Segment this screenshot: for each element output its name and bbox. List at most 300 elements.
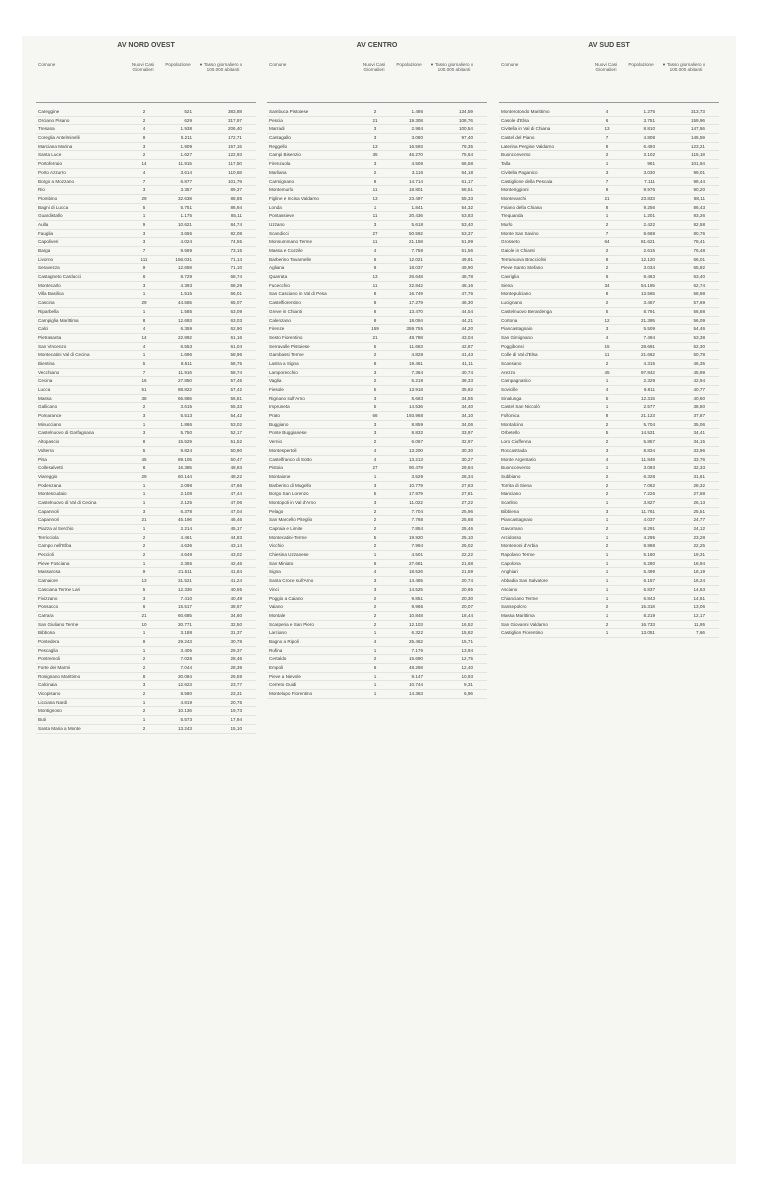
cell-popolazione: 16.749 — [408, 291, 423, 297]
cell-tasso: 48,78 — [461, 274, 473, 280]
cell-tasso: 64,18 — [461, 169, 473, 175]
table-row — [36, 542, 256, 551]
cell-tasso: 37,87 — [693, 413, 705, 419]
header-popolazione[interactable]: Popolazione — [628, 62, 654, 67]
cell-popolazione: 7.854 — [411, 526, 423, 531]
sort-descending-icon[interactable]: ▼ — [662, 62, 666, 67]
header-tasso[interactable]: Tasso giornaliero x 100.000 abitanti — [203, 62, 243, 73]
table-row — [499, 238, 719, 247]
cell-nuovi-casi: 5 — [373, 387, 377, 392]
cell-popolazione: 4.828 — [411, 352, 423, 358]
cell-popolazione: 9.256 — [643, 204, 655, 210]
cell-nuovi-casi: 4 — [605, 456, 609, 462]
cell-tasso: 53,38 — [693, 334, 705, 340]
cell-comune: Grosseto — [501, 239, 520, 245]
cell-comune: Prato — [269, 413, 280, 419]
cell-popolazione: 2.214 — [180, 526, 192, 531]
table-row — [267, 282, 487, 291]
cell-popolazione: 3.030 — [643, 169, 655, 175]
cell-tasso: 35,06 — [693, 421, 705, 427]
table-row — [499, 282, 719, 291]
cell-nuovi-casi: 2 — [142, 708, 146, 714]
table-row — [499, 290, 719, 299]
cell-popolazione: 1.201 — [643, 213, 655, 219]
cell-tasso: 41,24 — [230, 578, 242, 584]
table-row — [499, 325, 719, 334]
cell-comune: Volterra — [38, 447, 54, 453]
cell-nuovi-casi: 2 — [605, 482, 609, 488]
table-row — [36, 325, 256, 334]
cell-tasso: 88,85 — [230, 195, 242, 201]
cell-comune: Marradi — [269, 126, 285, 132]
cell-popolazione: 3.615 — [180, 404, 192, 410]
cell-nuovi-casi: 13 — [604, 126, 610, 132]
cell-comune: Montale — [269, 612, 286, 618]
cell-nuovi-casi: 9 — [142, 221, 146, 227]
cell-nuovi-casi: 12 — [604, 317, 610, 323]
cell-nuovi-casi: 2 — [605, 248, 609, 253]
cell-comune: Scarperia e San Piero — [269, 621, 314, 627]
cell-popolazione: 18.526 — [408, 569, 423, 575]
cell-comune: Impruneta — [269, 404, 290, 410]
cell-popolazione: 15.529 — [177, 439, 192, 445]
table-row — [267, 438, 487, 447]
cell-popolazione: 2.422 — [643, 221, 655, 227]
cell-popolazione: 7.994 — [411, 543, 423, 549]
cell-popolazione: 3.827 — [643, 499, 655, 505]
cell-tasso: 34,10 — [461, 413, 473, 419]
cell-tasso: 27,81 — [461, 491, 473, 497]
table-row — [267, 143, 487, 152]
cell-popolazione: 981 — [647, 161, 655, 167]
cell-nuovi-casi: 2 — [142, 534, 146, 540]
table-row — [36, 716, 256, 725]
cell-nuovi-casi: 1 — [373, 647, 377, 653]
cell-comune: Castel del Piano — [501, 135, 535, 141]
header-nuovi-casi[interactable]: Nuovi Casi Giornalieri — [362, 62, 386, 73]
cell-popolazione: 14.525 — [408, 586, 423, 592]
cell-comune: Bibbiena — [501, 508, 519, 514]
cell-comune: Castelfranco di Sotto — [269, 456, 312, 462]
cell-tasso: 9,31 — [464, 682, 473, 688]
cell-popolazione: 5.513 — [180, 413, 192, 419]
cell-popolazione: 1.275 — [643, 109, 655, 114]
cell-nuovi-casi: 3 — [605, 508, 609, 514]
cell-nuovi-casi: 2 — [373, 656, 377, 662]
table-row — [267, 212, 487, 221]
cell-comune: Gaiole in Chianti — [501, 248, 535, 253]
cell-tasso: 116,18 — [691, 152, 705, 158]
cell-nuovi-casi: 11 — [372, 282, 378, 288]
cell-comune: Buggiano — [269, 421, 289, 427]
cell-tasso: 20,30 — [461, 595, 473, 601]
cell-tasso: 6,96 — [464, 691, 473, 697]
cell-nuovi-casi: 45 — [604, 369, 610, 375]
cell-comune: Certaldo — [269, 656, 287, 662]
cell-nuovi-casi: 7 — [142, 369, 146, 375]
table-row — [499, 143, 719, 152]
table-row — [36, 508, 256, 517]
cell-popolazione: 629 — [184, 117, 192, 123]
cell-popolazione: 21.511 — [178, 569, 192, 575]
cell-comune: Viareggio — [38, 473, 58, 479]
cell-tasso: 51,99 — [461, 239, 473, 245]
cell-tasso: 122,93 — [227, 152, 242, 158]
cell-popolazione: 12.021 — [408, 256, 423, 262]
cell-comune: Capannoli — [38, 508, 59, 514]
cell-comune: San Gimignano — [501, 334, 533, 340]
cell-popolazione: 5.618 — [411, 221, 423, 227]
cell-comune: Pontedera — [38, 638, 60, 644]
cell-popolazione: 8.580 — [180, 691, 192, 697]
cell-nuovi-casi: 29 — [141, 473, 147, 479]
cell-popolazione: 16.385 — [177, 465, 192, 471]
cell-comune: Quarrata — [269, 274, 288, 280]
table-row — [499, 568, 719, 577]
cell-popolazione: 16.593 — [408, 143, 423, 149]
cell-nuovi-casi: 6 — [373, 308, 377, 314]
table-row — [267, 447, 487, 456]
cell-comune: Signa — [269, 569, 281, 575]
cell-popolazione: 1.938 — [180, 126, 192, 132]
cell-comune: Marciana Marina — [38, 143, 73, 149]
cell-nuovi-casi: 1 — [605, 595, 609, 601]
cell-nuovi-casi: 15 — [604, 343, 610, 349]
table-row — [267, 456, 487, 465]
cell-nuovi-casi: 2 — [373, 109, 377, 114]
table-row — [267, 334, 487, 343]
cell-comune: Vicopisano — [38, 691, 61, 697]
cell-tasso: 45,17 — [230, 526, 242, 531]
cell-tasso: 24,12 — [693, 526, 705, 531]
cell-nuovi-casi: 13 — [372, 143, 378, 149]
table-row — [36, 629, 256, 638]
cell-popolazione: 11.663 — [409, 343, 423, 349]
cell-nuovi-casi: 1 — [142, 491, 146, 497]
cell-tasso: 117,50 — [228, 161, 242, 167]
cell-tasso: 58,74 — [230, 369, 242, 375]
cell-tasso: 74,55 — [230, 239, 242, 245]
cell-tasso: 57,42 — [230, 387, 242, 392]
table-row — [267, 290, 487, 299]
cell-tasso: 71,10 — [230, 265, 242, 271]
cell-popolazione: 19.461 — [408, 360, 423, 366]
cell-comune: Piazza al Serchio — [38, 526, 74, 531]
table-row — [499, 317, 719, 326]
cell-tasso: 30,27 — [461, 456, 473, 462]
table-row — [267, 256, 487, 265]
header-popolazione[interactable]: Popolazione — [165, 62, 191, 67]
table-header — [36, 62, 256, 103]
cell-comune: Foiano della Chiana — [501, 204, 542, 210]
cell-tasso: 47,44 — [230, 491, 242, 497]
cell-popolazione: 50.592 — [408, 230, 423, 236]
cell-popolazione: 3.751 — [643, 117, 655, 123]
cell-comune: Pontremoli — [38, 656, 60, 662]
cell-tasso: 63,40 — [693, 274, 705, 280]
cell-popolazione: 13.243 — [177, 725, 192, 731]
cell-tasso: 53,83 — [461, 213, 473, 219]
table-row — [267, 603, 487, 612]
cell-tasso: 44,21 — [461, 317, 473, 323]
cell-nuovi-casi: 1 — [142, 717, 146, 723]
table-row — [36, 395, 256, 404]
cell-comune: Montecatini Val di Cecina — [38, 352, 90, 358]
cell-comune: Empoli — [269, 665, 284, 670]
cell-popolazione: 1.515 — [180, 291, 192, 297]
table-row — [267, 151, 487, 160]
cell-comune: Peccioli — [38, 552, 54, 558]
cell-tasso: 145,59 — [690, 135, 705, 141]
cell-tasso: 63,09 — [230, 308, 242, 314]
table-row — [499, 273, 719, 282]
cell-comune: Carmignano — [269, 178, 295, 184]
cell-tasso: 58,98 — [693, 291, 705, 297]
cell-comune: Serravalle Pistoiese — [269, 343, 310, 349]
cell-comune: Pieve a Nievole — [269, 673, 301, 679]
table-row — [499, 343, 719, 352]
table-row — [36, 360, 256, 369]
cell-tasso: 82,08 — [230, 230, 242, 236]
cell-tasso: 42,94 — [693, 378, 705, 384]
cell-popolazione: 18.801 — [408, 187, 423, 193]
cell-popolazione: 2.615 — [643, 248, 655, 253]
header-comune[interactable]: Comune — [38, 62, 56, 67]
cell-tasso: 65,92 — [693, 265, 705, 271]
cell-comune: Torrita di Siena — [501, 482, 532, 488]
cell-nuovi-casi: 7 — [142, 178, 146, 184]
table-row — [267, 473, 487, 482]
cell-nuovi-casi: 2 — [373, 378, 377, 384]
cell-comune: Bagno a Ripoli — [269, 638, 299, 644]
table-row — [36, 499, 256, 508]
table-row — [267, 403, 487, 412]
cell-comune: Cortona — [501, 317, 518, 323]
cell-nuovi-casi: 4 — [142, 126, 146, 132]
cell-popolazione: 193.968 — [406, 413, 423, 419]
cell-comune: Vinci — [269, 586, 279, 592]
cell-popolazione: 6.553 — [180, 343, 192, 349]
cell-tasso: 18,19 — [693, 569, 705, 575]
cell-tasso: 25,68 — [461, 517, 473, 523]
cell-popolazione: 23.497 — [408, 195, 423, 201]
cell-tasso: 14,63 — [693, 586, 705, 592]
header-tasso[interactable]: Tasso giornaliero x 100.000 abitanti — [666, 62, 706, 73]
cell-tasso: 25,02 — [461, 543, 473, 549]
cell-tasso: 49,90 — [461, 265, 473, 271]
header-tasso[interactable]: Tasso giornaliero x 100.000 abitanti — [434, 62, 474, 73]
cell-popolazione: 9.147 — [411, 673, 423, 679]
table-row — [36, 673, 256, 682]
cell-tasso: 30,78 — [230, 638, 242, 644]
cell-tasso: 46,35 — [693, 360, 705, 366]
cell-popolazione: 13.470 — [408, 308, 423, 314]
cell-popolazione: 9.811 — [643, 387, 655, 392]
cell-tasso: 101,79 — [227, 178, 242, 184]
cell-popolazione: 21.662 — [640, 352, 655, 358]
cell-comune: Sesto Fiorentino — [269, 334, 303, 340]
cell-popolazione: 3.405 — [180, 647, 192, 653]
cell-popolazione: 81.621 — [640, 239, 655, 245]
cell-tasso: 18,94 — [693, 560, 705, 566]
table-row — [499, 525, 719, 534]
cell-tasso: 68,29 — [230, 282, 242, 288]
cell-popolazione: 1.886 — [180, 421, 192, 427]
table-row — [499, 456, 719, 465]
cell-popolazione: 7.704 — [411, 508, 423, 514]
cell-tasso: 33,96 — [693, 447, 705, 453]
cell-tasso: 50,90 — [230, 447, 242, 453]
cell-comune: Civitella Paganico — [501, 169, 538, 175]
cell-comune: Altopascio — [38, 439, 60, 445]
cell-nuovi-casi: 4 — [373, 569, 377, 575]
table-row — [36, 134, 256, 143]
cell-popolazione: 7.364 — [411, 369, 423, 375]
cell-nuovi-casi: 9 — [373, 265, 377, 271]
cell-nuovi-casi: 2 — [605, 265, 609, 271]
cell-nuovi-casi: 5 — [373, 343, 377, 349]
table-row — [267, 134, 487, 143]
table-row — [36, 195, 256, 204]
header-popolazione[interactable]: Popolazione — [396, 62, 422, 67]
cell-nuovi-casi: 6 — [605, 274, 609, 280]
cell-nuovi-casi: 3 — [373, 586, 377, 592]
cell-tasso: 66,01 — [693, 256, 705, 262]
cell-tasso: 57,69 — [693, 300, 705, 306]
cell-nuovi-casi: 4 — [142, 343, 146, 349]
cell-tasso: 68,74 — [230, 274, 242, 280]
cell-comune: Greve in Chianti — [269, 308, 302, 314]
table-row — [499, 534, 719, 543]
table-row — [267, 647, 487, 656]
cell-nuovi-casi: 2 — [142, 404, 146, 410]
cell-comune: Borgo a Mozzano — [38, 178, 75, 184]
cell-tasso: 55,33 — [461, 195, 473, 201]
cell-tasso: 28,46 — [230, 656, 242, 662]
cell-tasso: 48,22 — [230, 473, 242, 479]
table-row — [36, 699, 256, 708]
cell-tasso: 134,59 — [458, 109, 473, 114]
cell-nuovi-casi: 3 — [373, 126, 377, 132]
cell-comune: Asciano — [501, 586, 518, 592]
cell-popolazione: 97.842 — [640, 369, 655, 375]
cell-tasso: 32,97 — [461, 439, 473, 445]
table-row — [36, 351, 256, 360]
table-body — [36, 108, 256, 734]
cell-popolazione: 25.462 — [408, 638, 423, 644]
cell-nuovi-casi: 5 — [373, 404, 377, 410]
cell-nuovi-casi: 6 — [373, 665, 377, 670]
table-row — [36, 264, 256, 273]
cell-nuovi-casi: 2 — [142, 691, 146, 697]
table-row — [499, 508, 719, 517]
cell-comune: Forte dei Marmi — [38, 665, 71, 670]
cell-nuovi-casi: 7 — [605, 135, 609, 141]
table-row — [499, 612, 719, 621]
cell-nuovi-casi: 8 — [605, 256, 609, 262]
table-row — [267, 595, 487, 604]
cell-tasso: 41,11 — [461, 360, 473, 366]
table-row — [499, 151, 719, 160]
header-nuovi-casi[interactable]: Nuovi Casi Giornalieri — [131, 62, 155, 73]
sort-descending-icon[interactable]: ▼ — [199, 62, 203, 67]
table-row — [267, 351, 487, 360]
cell-tasso: 75,64 — [461, 152, 473, 158]
cell-popolazione: 1.841 — [411, 204, 423, 210]
cell-comune: Villa Basilica — [38, 291, 64, 297]
cell-comune: Marliana — [269, 169, 287, 175]
cell-tasso: 100,54 — [458, 126, 473, 132]
cell-popolazione: 7.062 — [643, 482, 655, 488]
header-comune[interactable]: Comune — [501, 62, 519, 67]
table-row — [267, 377, 487, 386]
cell-tasso: 313,73 — [690, 109, 705, 114]
cell-nuovi-casi: 4 — [142, 169, 146, 175]
table-row — [267, 499, 487, 508]
cell-comune: Campiglia Marittima — [38, 317, 79, 323]
cell-nuovi-casi: 13 — [372, 195, 378, 201]
table-row — [499, 603, 719, 612]
cell-nuovi-casi: 8 — [605, 413, 609, 419]
table-row — [267, 412, 487, 421]
cell-tasso: 47,76 — [461, 291, 473, 297]
cell-popolazione: 12.120 — [640, 256, 655, 262]
cell-popolazione: 15.318 — [640, 604, 655, 610]
cell-comune: Castelnuovo Berardenga — [501, 308, 552, 314]
cell-popolazione: 2.355 — [180, 560, 192, 566]
cell-comune: Montevarchi — [501, 195, 527, 201]
cell-popolazione: 6.359 — [180, 326, 192, 332]
cell-comune: Castiglion Fiorentino — [501, 630, 543, 636]
cell-comune: Licciana Nardi — [38, 699, 68, 705]
cell-comune: Pomarance — [38, 413, 62, 419]
table-row — [267, 525, 487, 534]
cell-comune: Pelago — [269, 508, 284, 514]
panel-av-sud-est — [499, 36, 719, 638]
cell-nuovi-casi: 1 — [605, 378, 609, 384]
header-comune[interactable]: Comune — [269, 62, 287, 67]
cell-popolazione: 7.788 — [411, 517, 423, 523]
cell-tasso: 98,44 — [693, 178, 705, 184]
cell-tasso: 86,43 — [693, 204, 705, 210]
cell-tasso: 21,59 — [461, 569, 473, 575]
table-row — [36, 456, 256, 465]
cell-popolazione: 31.521 — [177, 578, 192, 584]
sort-descending-icon[interactable]: ▼ — [430, 62, 434, 67]
cell-comune: Pontassieve — [269, 213, 295, 219]
cell-nuovi-casi: 1 — [142, 421, 146, 427]
table-row — [36, 282, 256, 291]
cell-popolazione: 88.822 — [177, 387, 192, 392]
table-row — [267, 221, 487, 230]
table-row — [36, 377, 256, 386]
table-row — [36, 612, 256, 621]
cell-nuovi-casi: 8 — [373, 300, 377, 306]
table-row — [36, 551, 256, 560]
header-nuovi-casi[interactable]: Nuovi Casi Giornalieri — [594, 62, 618, 73]
cell-nuovi-casi: 4 — [373, 456, 377, 462]
cell-popolazione: 4.295 — [643, 534, 655, 540]
cell-nuovi-casi: 1 — [373, 691, 377, 697]
cell-popolazione: 22.842 — [408, 282, 423, 288]
cell-tasso: 85,11 — [230, 213, 242, 219]
cell-tasso: 22,25 — [693, 543, 705, 549]
table-row — [499, 299, 719, 308]
cell-comune: Chianciano Terme — [501, 595, 538, 601]
table-row — [499, 464, 719, 473]
cell-tasso: 41,43 — [461, 352, 473, 358]
cell-popolazione: 19.308 — [408, 117, 423, 123]
